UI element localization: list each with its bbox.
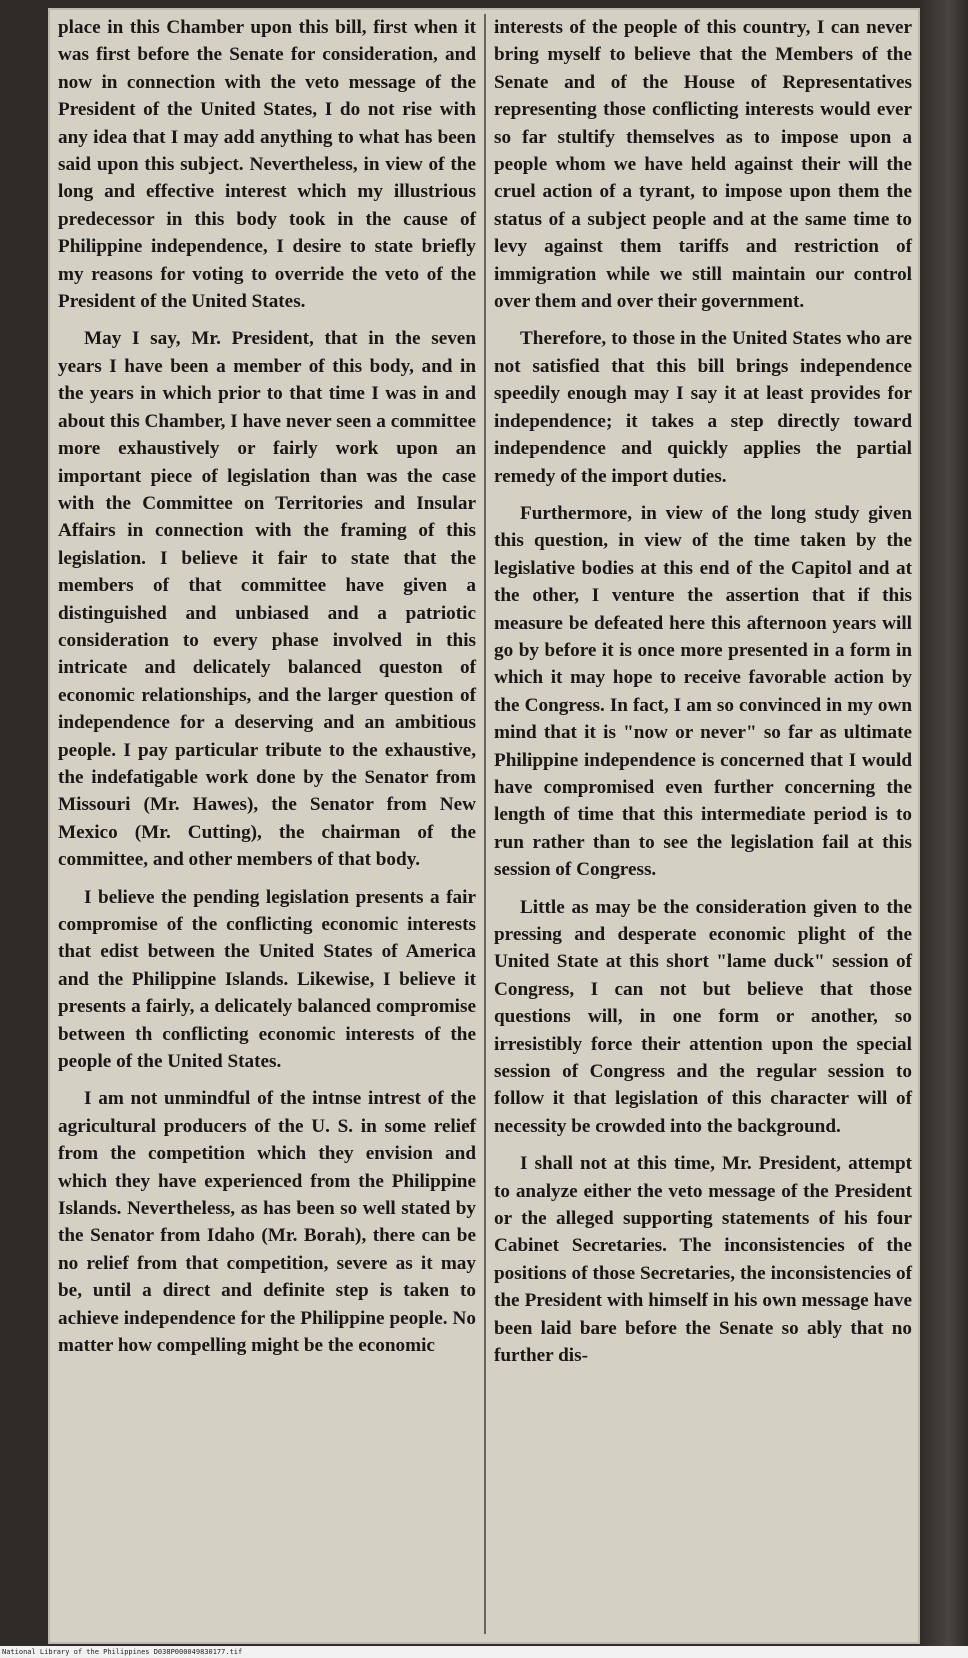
archive-footer: National Library of the Philippines D038P000049830177.tif: [0, 1646, 968, 1658]
paragraph: Little as may be the consideration given to the pressing and desperate economic plight of the United State at this short "lame duck" session of Congress, I can not but believe that those questions will, in one form or another, so irresistibly force their attention upon the special session of Congress and the regular session to follow it that legislation of this character will of necessity be crowded into the background.: [494, 896, 912, 1137]
paragraph: Therefore, to those in the United States who are not satisfied that this bill brings independence speedily enough may I say it at least provides for independence; it takes a step directly toward independence and quickly applies the partial remedy of the import duties.: [494, 328, 912, 487]
paragraph: interests of the people of this country, I can never bring myself to believe that the Members of the Senate and of the House of Representatives representing those conflicting interests would ever so far stultify themselves as to impose upon a people whom we have held against their will the cruel action of a tyrant, to impose upon them the status of a subject people and at the same time to levy against them tariffs and restriction of immigration while we still maintain our control over them and over their government.: [494, 17, 912, 313]
paragraph: place in this Chamber upon this bill, first when it was first before the Senate for consideration, and now in connection with the veto message of the President of the United States, I do not rise with any idea that I may add anything to what has been said upon this subject. Nevertheless, in view of the long and effective interest which my illustrious predecessor in this body took in the cause of Philippine independence, I desire to state briefly my reasons for voting to override the veto of the President of the United States.: [58, 17, 476, 313]
scan-edge-shadow: [920, 0, 968, 1658]
column-divider: [484, 14, 486, 1634]
paragraph: I shall not at this time, Mr. President, attempt to analyze either the veto message of the President or the alleged supporting statements of his four Cabinet Secretaries. The inconsistencies of the positions of those Secretaries, the inconsistencies of the President with himself in his own message have been laid bare before the Senate so ably that no further dis-: [494, 1153, 912, 1367]
paragraph: Furthermore, in view of the long study given this question, in view of the time taken by the legislative bodies at this end of the Capitol and at the other, I venture the assertion that if this measure be defeated here this afternoon years will go by before it is once more presented in a form in which it may hope to receive favorable action by the Congress. In fact, I am so convinced in my own mind that it is "now or never" so far as ultimate Philippine independence is concerned that I would have compromised even further concerning the length of time that this intermediate period is to run rather than to see the legislation fail at this session of Congress.: [494, 502, 912, 881]
right-column: [494, 14, 912, 1380]
paragraph: I believe the pending legislation presents a fair compromise of the conflicting economic interests that edist between the United States of America and the Philippine Islands. Likewise, I believe it presents a fairly, a delicately balanced compromise between th conflicting economic interests of the people of the United States.: [58, 886, 476, 1073]
paragraph: I am not unmindful of the intnse intrest of the agricultural producers of the U. S. in some relief from the competition which they envision and which they have experienced from the Philippine Islands. Nevertheless, as has been so well stated by the Senator from Idaho (Mr. Borah), there can be no relief from that competition, severe as it may be, until a direct and definite step is taken to achieve independence for the Philippine people. No matter how compelling might be the economic: [58, 1088, 476, 1357]
left-column: [58, 14, 476, 1370]
paragraph: May I say, Mr. President, that in the seven years I have been a member of this body, and in the years in which prior to that time I was in and about this Chamber, I have never seen a committee more exhaustively or fairly work upon an important piece of legislation than was the case with the Committee on Territories and Insular Affairs in connection with the framing of this legislation. I believe it fair to state that the members of that committee have given a distinguished and unbiased and a patriotic consideration to every phase involved in this intricate and delicately balanced queston of economic relationships, and the larger question of independence for a deserving and an ambitious people. I pay particular tribute to the exhaustive, the indefatigable work done by the Senator from Missouri (Mr. Hawes), the Senator from New Mexico (Mr. Cutting), the chairman of the committee, and other members of that body.: [58, 328, 476, 871]
